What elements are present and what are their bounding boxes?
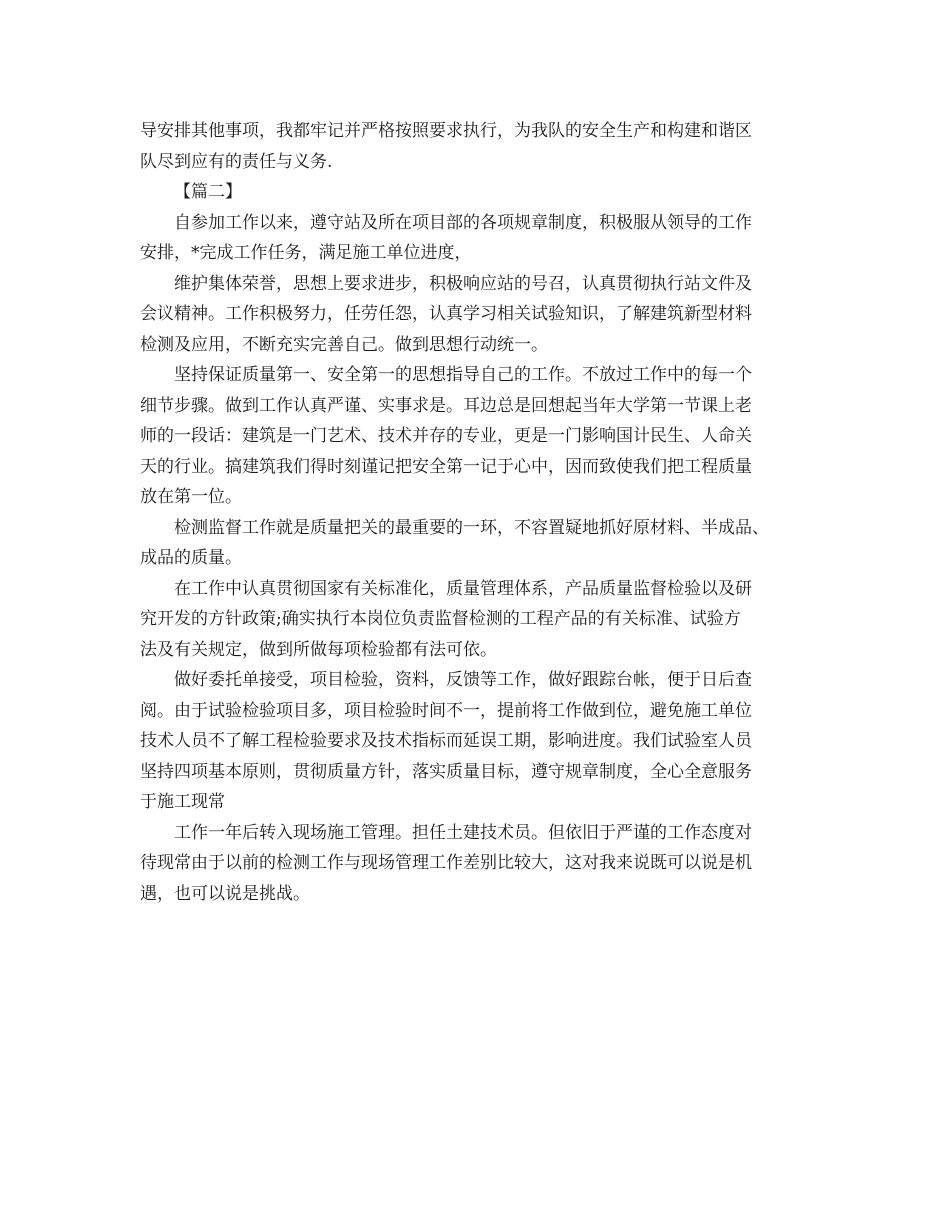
- section-heading: [140, 177, 812, 208]
- text-line: 自参加工作以来，遵守站及所在项目部的各项规章制度，积极服从领导的工作: [174, 212, 752, 233]
- paragraph-continuation: [140, 116, 812, 177]
- paragraph-7: [140, 818, 812, 910]
- text-line: 天的行业。搞建筑我们得时刻谨记把安全第一记于心中，因而致使我们把工程质量: [140, 456, 752, 477]
- text-line: 会议精神。工作积极努力，任劳任怨，认真学习相关试验知识，了解建筑新型材料: [140, 304, 752, 324]
- text-line: 工作一年后转入现场施工管理。担任土建技术员。但依旧于严谨的工作态度对: [174, 822, 752, 843]
- text-line: 师的一段话：建筑是一门艺术、技术并存的专业，更是一门影响国计民生、人命关: [140, 426, 752, 446]
- text-line: 法及有关规定，做到所做每项检验都有法可依。: [140, 639, 497, 660]
- text-line: 维护集体荣誉，思想上要求进步，积极响应站的号召，认真贯彻执行站文件及: [174, 273, 752, 294]
- text-line: 放在第一位。: [140, 487, 242, 507]
- paragraph-4: [140, 513, 812, 574]
- text-line: 队尽到应有的责任与义务.: [140, 151, 333, 172]
- text-line: 细节步骤。做到工作认真严谨、实事求是。耳边总是回想起当年大学第一节课上老: [140, 395, 752, 416]
- paragraph-1: [140, 208, 812, 269]
- paragraph-5: [140, 574, 812, 666]
- text-line: 检测及应用，不断充实完善自己。做到思想行动统一。: [140, 334, 548, 355]
- text-line: 在工作中认真贯彻国家有关标准化，质量管理体系，产品质量监督检验以及研: [174, 578, 752, 599]
- text-line: 做好委托单接受，项目检验，资料，反馈等工作，做好跟踪台帐，便于日后查: [174, 670, 752, 690]
- text-line: 待现常由于以前的检测工作与现场管理工作差别比较大，这对我来说既可以说是机: [140, 853, 752, 873]
- text-line: 坚持保证质量第一、安全第一的思想指导自己的工作。不放过工作中的每一个: [174, 365, 752, 385]
- text-line: 于施工现常: [140, 792, 225, 812]
- paragraph-2: [140, 269, 812, 361]
- text-line: 检测监督工作就是质量把关的最重要的一环，不容置疑地抓好原材料、半成品、: [174, 517, 769, 538]
- paragraph-3: [140, 360, 812, 513]
- text-line: 安排，*完成工作任务，满足施工单位进度，: [140, 243, 472, 263]
- text-line: 坚持四项基本原则，贯彻质量方针，落实质量目标，遵守规章制度，全心全意服务: [140, 761, 752, 782]
- text-line: 技术人员不了解工程检验要求及技术指标而延误工期，影响进度。我们试验室人员: [140, 731, 752, 751]
- text-line: 成品的质量。: [140, 548, 242, 568]
- document-body: [140, 116, 812, 909]
- text-line: 阅。由于试验检验项目多，项目检验时间不一，提前将工作做到位，避免施工单位: [140, 700, 752, 721]
- paragraph-6: [140, 665, 812, 818]
- text-line: 导安排其他事项，我都牢记并严格按照要求执行，为我队的安全生产和构建和谐区: [140, 121, 752, 141]
- text-line: 【篇二】: [174, 182, 242, 202]
- text-line: 究开发的方针政策;确实执行本岗位负责监督检测的工程产品的有关标准、试验方: [140, 609, 741, 629]
- text-line: 遇，也可以说是挑战。: [140, 883, 310, 904]
